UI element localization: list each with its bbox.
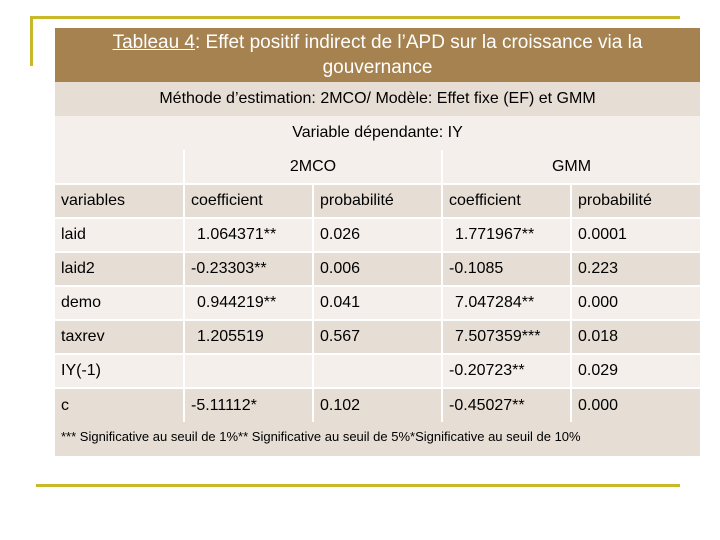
- header-variables: variables: [55, 184, 184, 218]
- column-header-row: [55, 184, 700, 218]
- cell-probability-gmm: 0.018: [571, 320, 700, 354]
- table-row: [55, 218, 700, 252]
- row-variable: laid2: [55, 252, 184, 286]
- cell-coefficient-2mco: -0.23303**: [184, 252, 313, 286]
- empty-cell: [55, 150, 184, 184]
- header-probability-gmm: probabilité: [571, 184, 700, 218]
- cell-coefficient-gmm: 7.507359***: [442, 320, 571, 354]
- cell-coefficient-2mco: 1.205519: [184, 320, 313, 354]
- cell-probability-gmm: 0.029: [571, 354, 700, 388]
- table-row: [55, 320, 700, 354]
- cell-probability-gmm: 0.000: [571, 286, 700, 320]
- title-label: Tableau 4: [112, 32, 195, 53]
- cell-coefficient-2mco: 0.944219**: [184, 286, 313, 320]
- decor-line-left: [30, 16, 33, 66]
- cell-probability-gmm: 0.000: [571, 388, 700, 422]
- row-variable: laid: [55, 218, 184, 252]
- cell-probability-gmm: 0.223: [571, 252, 700, 286]
- header-coefficient-gmm: coefficient: [442, 184, 571, 218]
- cell-probability-2mco: 0.102: [313, 388, 442, 422]
- group-gmm: GMM: [442, 150, 700, 184]
- results-table: [55, 150, 700, 422]
- title-text-line2: gouvernance: [322, 57, 433, 78]
- cell-probability-2mco: 0.567: [313, 320, 442, 354]
- table-row: [55, 354, 700, 388]
- cell-coefficient-2mco: -5.11112*: [184, 388, 313, 422]
- table-row: [55, 252, 700, 286]
- table-title: [55, 28, 700, 82]
- header-probability-2mco: probabilité: [313, 184, 442, 218]
- header-coefficient-2mco: coefficient: [184, 184, 313, 218]
- decor-line-bottom: [36, 484, 680, 487]
- significance-note: *** Significative au seuil de 1%** Significative au seuil de 5%*Significative au seuil de 10%: [55, 422, 700, 456]
- cell-coefficient-2mco: [184, 354, 313, 388]
- cell-coefficient-gmm: 7.047284**: [442, 286, 571, 320]
- table-row: [55, 388, 700, 422]
- row-variable: taxrev: [55, 320, 184, 354]
- title-text: : Effet positif indirect de l’APD sur la croissance via la: [195, 32, 643, 53]
- row-variable: IY(-1): [55, 354, 184, 388]
- cell-coefficient-gmm: 1.771967**: [442, 218, 571, 252]
- cell-probability-2mco: [313, 354, 442, 388]
- row-variable: demo: [55, 286, 184, 320]
- cell-coefficient-gmm: -0.1085: [442, 252, 571, 286]
- cell-coefficient-gmm: -0.20723**: [442, 354, 571, 388]
- cell-coefficient-2mco: 1.064371**: [184, 218, 313, 252]
- cell-probability-gmm: 0.0001: [571, 218, 700, 252]
- cell-coefficient-gmm: -0.45027**: [442, 388, 571, 422]
- decor-line-top: [30, 16, 680, 19]
- cell-probability-2mco: 0.006: [313, 252, 442, 286]
- table-row: [55, 286, 700, 320]
- group-2mco: 2MCO: [184, 150, 442, 184]
- cell-probability-2mco: 0.041: [313, 286, 442, 320]
- group-header-row: [55, 150, 700, 184]
- dependent-variable: Variable dépendante: IY: [55, 116, 700, 150]
- cell-probability-2mco: 0.026: [313, 218, 442, 252]
- estimation-method: Méthode d’estimation: 2MCO/ Modèle: Effet fixe (EF) et GMM: [55, 82, 700, 116]
- row-variable: c: [55, 388, 184, 422]
